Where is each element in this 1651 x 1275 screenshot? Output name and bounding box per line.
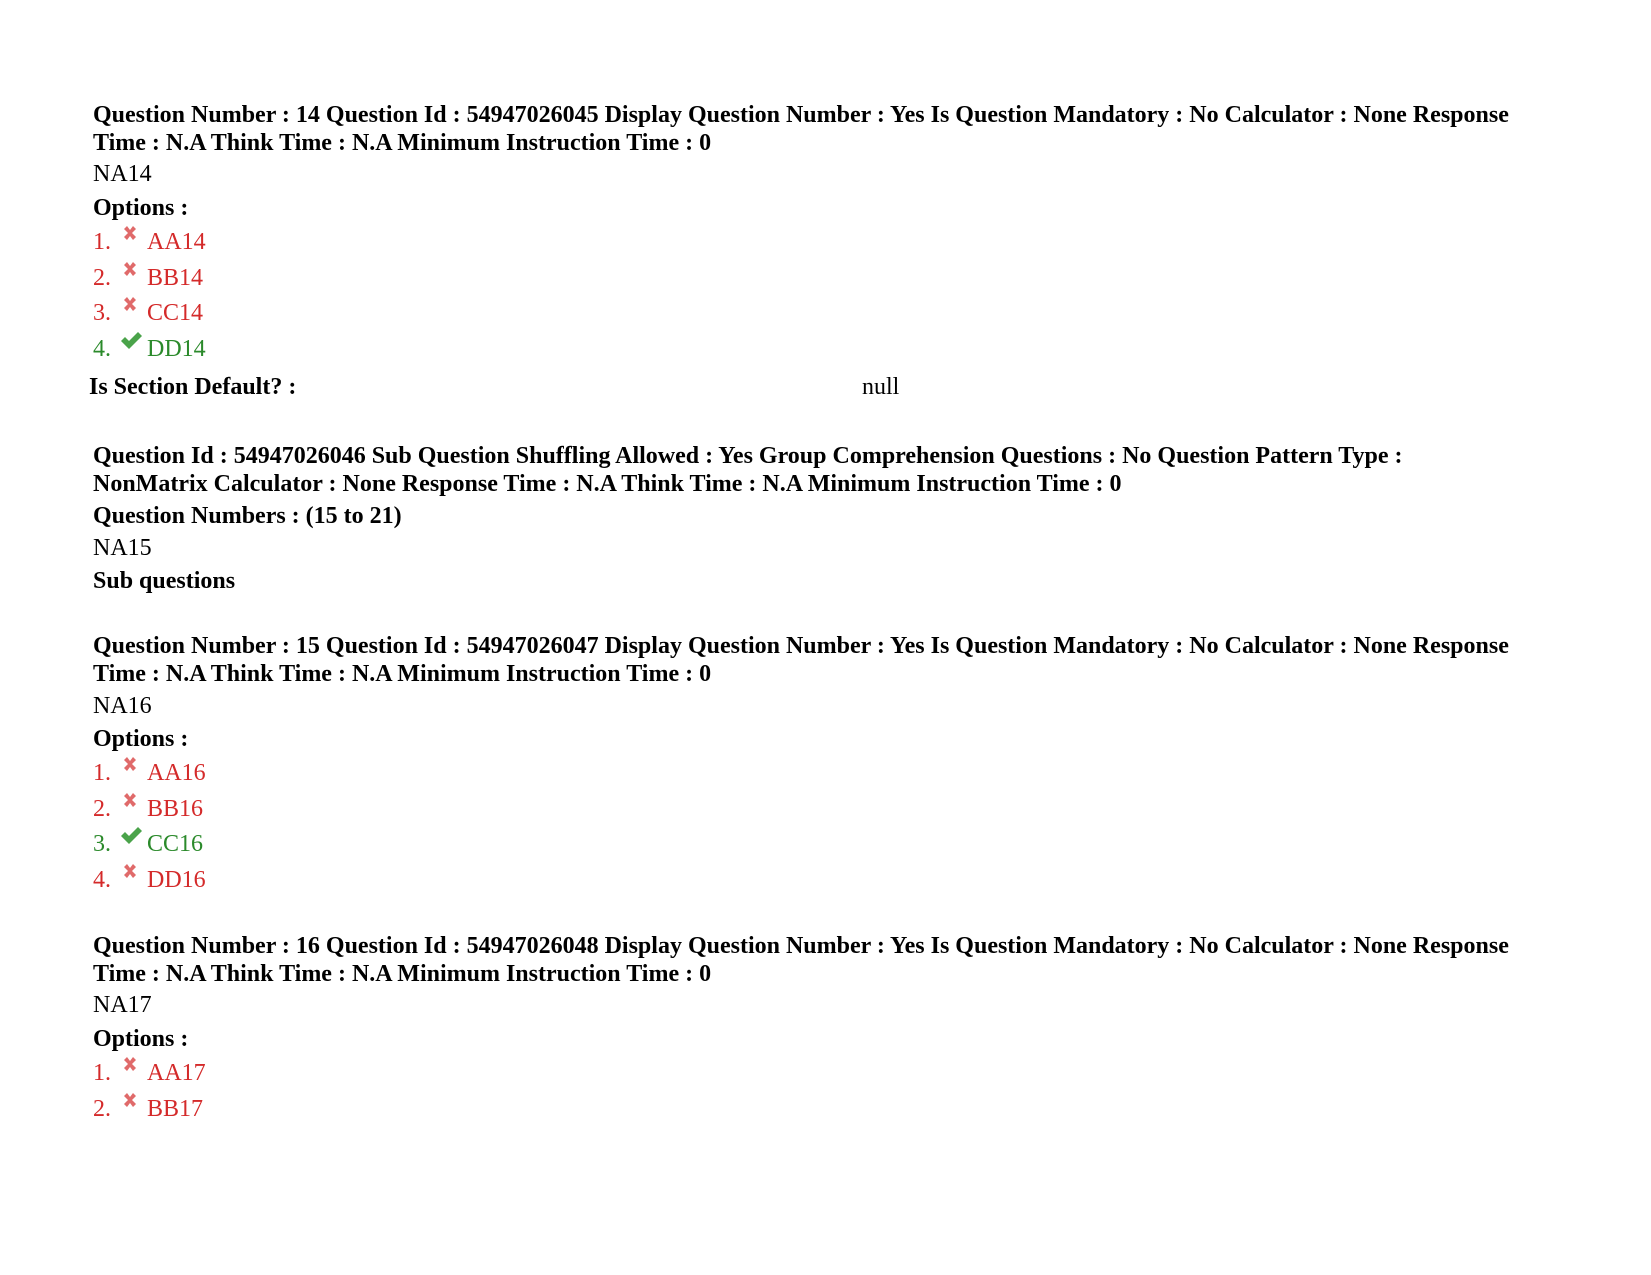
cross-icon	[119, 753, 147, 781]
cross-icon	[119, 789, 147, 817]
question-14-option-3	[93, 299, 203, 327]
option-number: 3.	[93, 831, 111, 857]
cross-icon	[119, 293, 147, 321]
question-16-text: NA17	[93, 992, 152, 1018]
question-15-option-3	[93, 830, 203, 858]
option-number: 1.	[93, 229, 111, 255]
question-16-meta: Question Number : 16 Question Id : 54947026048 Display Question Number : Yes Is Question Mandatory : No Calculator : None Response Time : N.A Think Time : N.A Minimum Instruction Time : 0	[93, 933, 1509, 987]
option-text: AA14	[147, 229, 206, 255]
option-number: 4.	[93, 867, 111, 893]
cross-icon	[119, 860, 147, 888]
option-text: CC14	[147, 300, 204, 326]
question-15-text: NA16	[93, 693, 152, 719]
question-15-meta: Question Number : 15 Question Id : 54947026047 Display Question Number : Yes Is Question Mandatory : No Calculator : None Response Time : N.A Think Time : N.A Minimum Instruction Time : 0	[93, 633, 1509, 687]
question-14-meta: Question Number : 14 Question Id : 54947026045 Display Question Number : Yes Is Question Mandatory : No Calculator : None Response Time : N.A Think Time : N.A Minimum Instruction Time : 0	[93, 102, 1509, 156]
option-number: 4.	[93, 336, 111, 362]
option-number: 1.	[93, 760, 111, 786]
option-number: 2.	[93, 1096, 111, 1122]
question-15-option-1	[93, 759, 206, 787]
option-text: DD14	[147, 336, 206, 362]
group-question-numbers: Question Numbers : (15 to 21)	[93, 503, 402, 529]
option-text: BB17	[147, 1096, 204, 1122]
group-question-meta: Question Id : 54947026046 Sub Question Shuffling Allowed : Yes Group Comprehension Questions : No Question Pattern Type : NonMatrix Calculator : None Response Time : N.A Think Time : N.A Minimum Instruction Time : 0	[93, 443, 1403, 497]
option-number: 2.	[93, 796, 111, 822]
cross-icon	[119, 1053, 147, 1081]
option-text: BB14	[147, 265, 204, 291]
option-text: AA17	[147, 1060, 206, 1086]
question-14-options-label: Options :	[93, 195, 189, 221]
question-16-options-label: Options :	[93, 1026, 189, 1052]
question-15-options-label: Options :	[93, 726, 189, 752]
check-icon	[119, 824, 147, 852]
option-number: 2.	[93, 265, 111, 291]
cross-icon	[119, 258, 147, 286]
question-14-text: NA14	[93, 161, 152, 187]
cross-icon	[119, 1089, 147, 1117]
check-icon	[119, 329, 147, 357]
option-number: 1.	[93, 1060, 111, 1086]
option-number: 3.	[93, 300, 111, 326]
question-14-option-4	[93, 335, 206, 363]
cross-icon	[119, 222, 147, 250]
question-16-option-1	[93, 1059, 206, 1087]
option-text: DD16	[147, 867, 206, 893]
question-16-option-2	[93, 1095, 203, 1123]
question-15-option-4	[93, 866, 206, 894]
option-text: AA16	[147, 760, 206, 786]
sub-questions-label: Sub questions	[93, 568, 236, 594]
question-14-option-1	[93, 228, 206, 256]
section-default-value: null	[862, 374, 900, 400]
section-default-label: Is Section Default? :	[89, 374, 297, 400]
option-text: CC16	[147, 831, 204, 857]
question-15-option-2	[93, 795, 203, 823]
group-question-text: NA15	[93, 535, 152, 561]
option-text: BB16	[147, 796, 204, 822]
question-14-option-2	[93, 264, 203, 292]
